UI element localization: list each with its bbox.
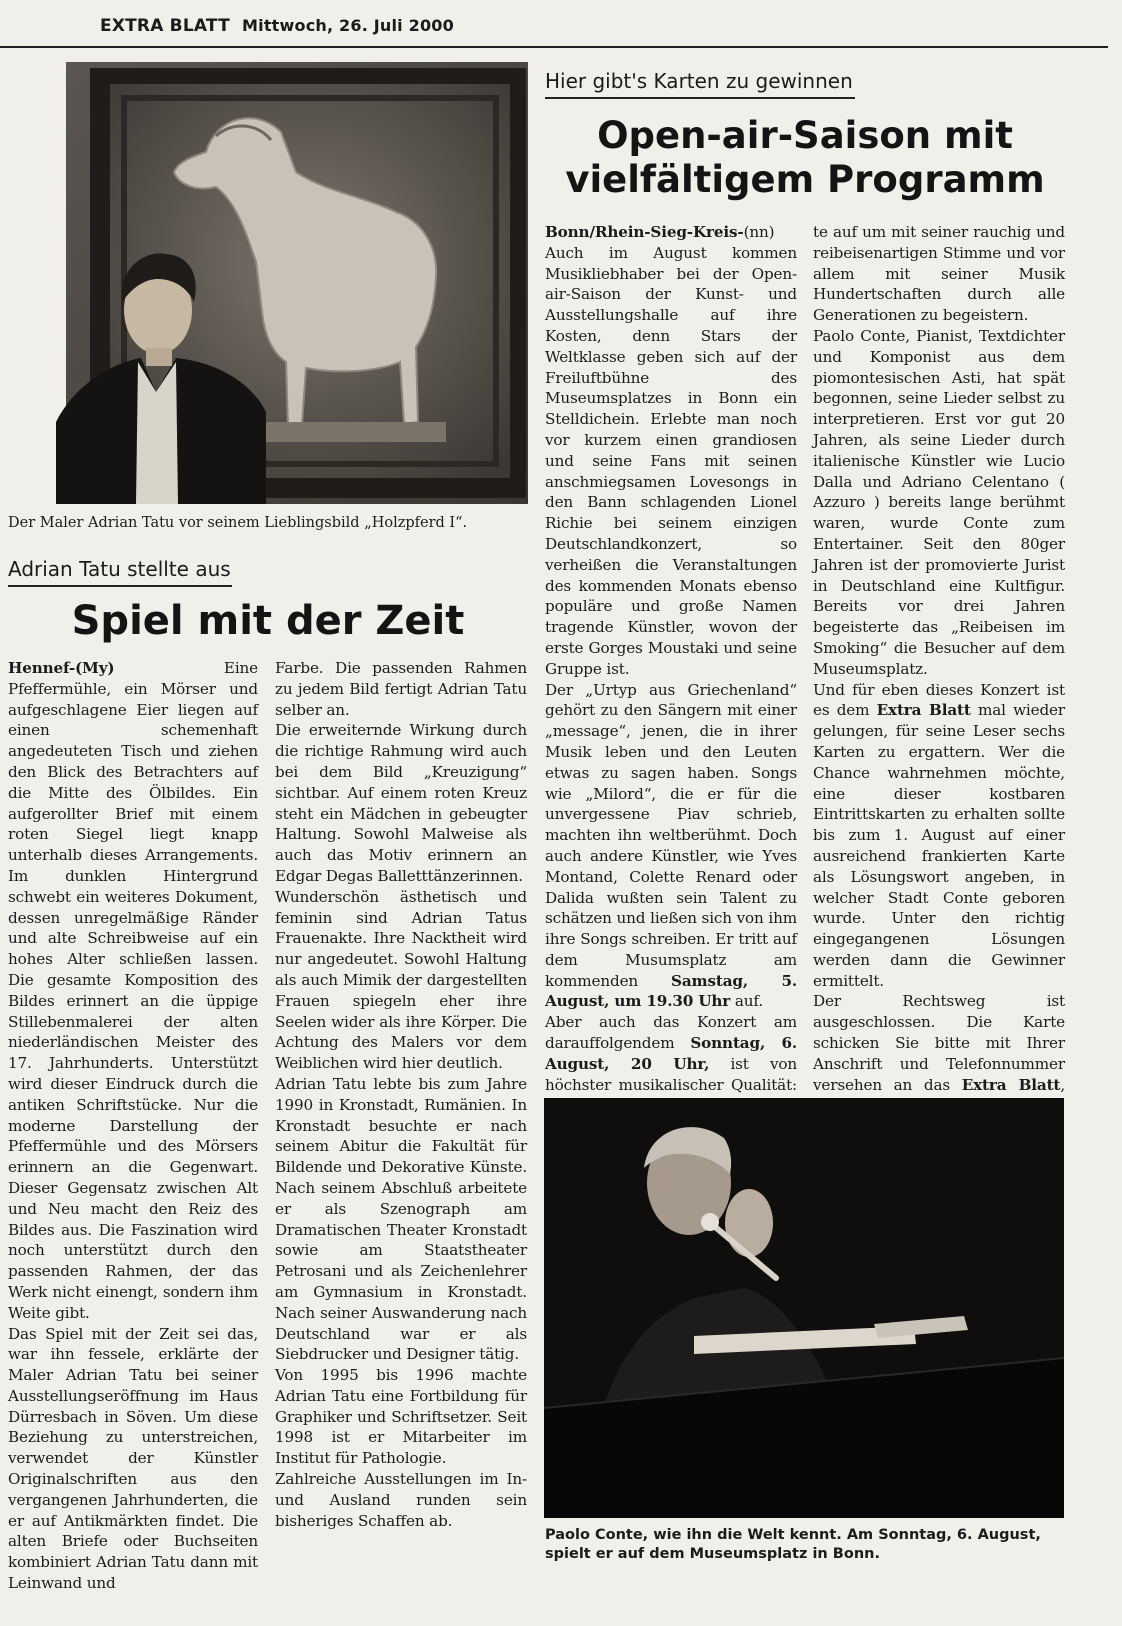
- extra-blatt-mention-1: Extra Blatt: [876, 701, 971, 720]
- right-article-column-1: [545, 222, 797, 1094]
- right-col1-para-2: Der „Urtyp aus Griechenland“ gehört zu den Sängern mit einer „message“, jenen, die in ihrer Musik leben und den Leuten etwas zu sagen haben. Songs wie „Milord“, die er für die unvergessene Piav schrieb, machten ihn weltberühmt. Doch auch andere Künstler, wie Yves Montand, Colette Renard oder Dalida wußten sein Talent zu schätzen und ließen sich von ihm ihre Songs schreiben. Er tritt auf dem Musumsplatz am kommenden: [545, 680, 797, 990]
- left-col2-para-3: Wunderschön ästhetisch und feminin sind Adrian Tatus Frauenakte. Ihre Nacktheit wird nur angedeutet. Sowohl Haltung als auch Mimik der dargestellten Frauen spiegeln eher ihre Seelen wider als ihre Körper. Die Achtung des Malers vor dem Weiblichen wird hier deutlich.: [275, 887, 527, 1073]
- right-col2-para-4: Der Rechtsweg ist ausgeschlossen. Die Karte schicken Sie bitte mit Ihrer Anschrift und Telefonnummer versehen an das: [813, 992, 1065, 1094]
- right-col2-para-4-end: ,: [1060, 1075, 1065, 1094]
- left-col2-para-1: Farbe. Die passenden Rahmen zu jedem Bild fertigt Adrian Tatu selber an.: [275, 659, 527, 719]
- right-col2-para-1: te auf um mit seiner rauchig und reibeisenartigen Stimme und vor allem mit seiner Musik Hundertschaften durch alle Generationen zu begeistern.: [813, 223, 1065, 325]
- painter-photo-illustration: [66, 62, 528, 504]
- extra-blatt-mention-2: Extra Blatt: [961, 1075, 1061, 1094]
- left-col2-para-5: Von 1995 bis 1996 machte Adrian Tatu eine Fortbildung für Graphiker und Schriftsetzer. Seit 1998 ist er Mitarbeiter im Institut für Pathologie.: [275, 1366, 527, 1468]
- conte-photo-caption: Paolo Conte, wie ihn die Welt kennt. Am Sonntag, 6. August, spielt er auf dem Museumsplatz in Bonn.: [545, 1527, 1041, 1562]
- right-headline-line-1: Open-air-Saison mit: [597, 114, 1013, 157]
- paper-name: EXTRA BLATT: [100, 16, 230, 36]
- painter-photo: [66, 62, 528, 504]
- left-col2-para-2: Die erweiternde Wirkung durch die richtige Rahmung wird auch bei dem Bild „Kreuzigung“ sichtbar. Auf einem roten Kreuz steht ein Mädchen in gebeugter Haltung. Sowohl Malweise als auch das Motiv erinnern an Edgar Degas Balletttänzerinnen.: [275, 721, 527, 885]
- right-kicker: Hier gibt's Karten zu gewinnen: [545, 68, 855, 99]
- left-col2-para-6: Zahlreiche Ausstellungen im In- und Ausland runden sein bisheriges Schaffen ab.: [275, 1470, 527, 1530]
- issue-date: Mittwoch, 26. Juli 2000: [242, 16, 454, 35]
- right-col1-para-3: Aber auch das Konzert am darauffolgendem: [545, 1013, 797, 1053]
- left-headline: Spiel mit der Zeit: [71, 598, 465, 644]
- left-article-column-1: [8, 658, 258, 1618]
- right-col2-para-3-end: mal wieder gelungen, für seine Leser sechs Karten zu ergattern. Wer die Chance wahrnehmen möchte, eine dieser kostbaren Eintrittskarten zu erhalten sollte bis zum 1. August auf einer ausreichend frankierten Karte als Lösungswort angeben, in welcher Stadt Conte geboren wurde. Unter den richtig eingegangenen Lösungen werden dann die Gewinner ermittelt.: [813, 701, 1065, 990]
- left-col1-para-2: Das Spiel mit der Zeit sei das, war ihn fessele, erklärte der Maler Adrian Tatu bei seiner Ausstellungseröffnung im Haus Dürresbach in Söven. Um diese Beziehung zu unterstreichen, verwendet der Künstler Originalschriften aus den vergangenen Jahrhunderten, die er auf Antikmärkten findet. Die alten Briefe oder Buchseiten kombiniert Adrian Tatu dann mit Leinwand und: [8, 1324, 258, 1593]
- concert-date-1: Samstag, 5. August, um 19.30 Uhr: [545, 971, 797, 1011]
- concert-date-2: Sonntag, 6. August, 20 Uhr,: [545, 1034, 797, 1073]
- painter-photo-caption: Der Maler Adrian Tatu vor seinem Lieblingsbild „Holzpferd I“.: [8, 515, 468, 531]
- right-col2-para-2: Paolo Conte, Pianist, Textdichter und Komponist aus dem piomontesischen Asti, hat spät begonnen, seine Lieder selbst zu interpretieren. Erst vor gut 20 Jahren, als seine Lieder durch italienische Künstler wie Lucio Dalla und Adriano Celentano ( Azzuro ) bereits lange berühmt waren, wurde Conte zum Entertainer. Seit den 80ger Jahren ist der promovierte Jurist in Deutschland eine Kultfigur. Bereits vor drei Jahren begeisterte das „Reibeisen im Smoking“ die Besucher auf dem Museumsplatz.: [813, 326, 1065, 678]
- left-col1-para-1: Eine Pfeffermühle, ein Mörser und aufgeschlagene Eier liegen auf einen schemenhaft angedeuteten Tisch und ziehen den Blick des Betrachters auf die Mitte des Ölbildes. Ein aufgerollter Brief mit einem roten Siegel liegt knapp unterhalb dieses Arrangements. Im dunklen Hintergrund schwebt ein weiteres Dokument, dessen unregelmäßige Ränder und alte Schreibweise auf ein hohes Alter schließen lassen. Die gesamte Komposition des Bildes erinnert an die üppige Stillebenmalerei der alten niederländischen Meister des 17. Jahrhunderts. Unterstützt wird dieser Eindruck durch die antiken Schriftstücke. Nur die moderne Darstellung der Pfeffermühle und des Mörsers erinnern an die Gegenwart. Dieser Gegensatz zwischen Alt und Neu macht den Reiz des Bildes aus. Die Faszination wird noch unterstützt durch den passenden Rahmen, der das Werk nicht einengt, sondern ihm Weite gibt.: [8, 659, 258, 1322]
- right-dateline-tag: (nn): [743, 223, 775, 241]
- left-col2-para-4: Adrian Tatu lebte bis zum Jahre 1990 in Kronstadt, Rumänien. In Kronstadt besuchte er nach seinem Abitur die Fakultät für Bildende und Dekorative Künste. Nach seinem Abschluß arbeitete er als Szenograph am Dramatischen Theater Kronstadt sowie am Staatstheater Petrosani und als Zeichenlehrer am Gymnasium in Kronstadt. Nach seiner Auswanderung nach Deutschland war er als Siebdrucker und Designer tätig.: [275, 1074, 527, 1364]
- conte-photo: [544, 1098, 1064, 1518]
- right-col1-para-1: Auch im August kommen Musikliebhaber bei der Open-air-Saison der Kunst- und Ausstellungshalle auf ihre Kosten, denn Stars der Weltklasse geben sich auf der Freiluftbühne des Museumsplatzes in Bonn ein Stelldichein. Erlebte man noch vor kurzem einen grandiosen und seine Fans mit seinen anschmiegsamen Lovesongs in den Bann schlagenden Lionel Richie bei seinem einzigen Deutschlandkonzert, so verheißen die Veranstaltungen des kommenden Monats ebenso populäre und große Namen tragende Künstler, wovon der erste Gorges Moustaki und seine Gruppe ist.: [545, 243, 797, 678]
- right-dateline: Bonn/Rhein-Sieg-Kreis-: [545, 223, 744, 241]
- masthead: [100, 16, 454, 36]
- right-col1-para-2-end: auf.: [730, 992, 763, 1011]
- right-headline-line-2: vielfältigem Programm: [565, 157, 1045, 201]
- right-article-column-2: [813, 222, 1065, 1094]
- right-col1-para-3-end: ist von höchster musikalischer Qualität:: [545, 1054, 797, 1094]
- left-article-column-2: [275, 658, 527, 1618]
- left-kicker: Adrian Tatu stellte aus: [8, 556, 232, 587]
- right-headline: [545, 114, 1065, 201]
- dateline: Hennef-(My): [8, 659, 115, 677]
- masthead-rule: [0, 46, 1108, 48]
- conte-photo-illustration: [544, 1098, 1064, 1518]
- right-col2-para-3: Und für eben dieses Konzert ist es dem: [813, 680, 1065, 720]
